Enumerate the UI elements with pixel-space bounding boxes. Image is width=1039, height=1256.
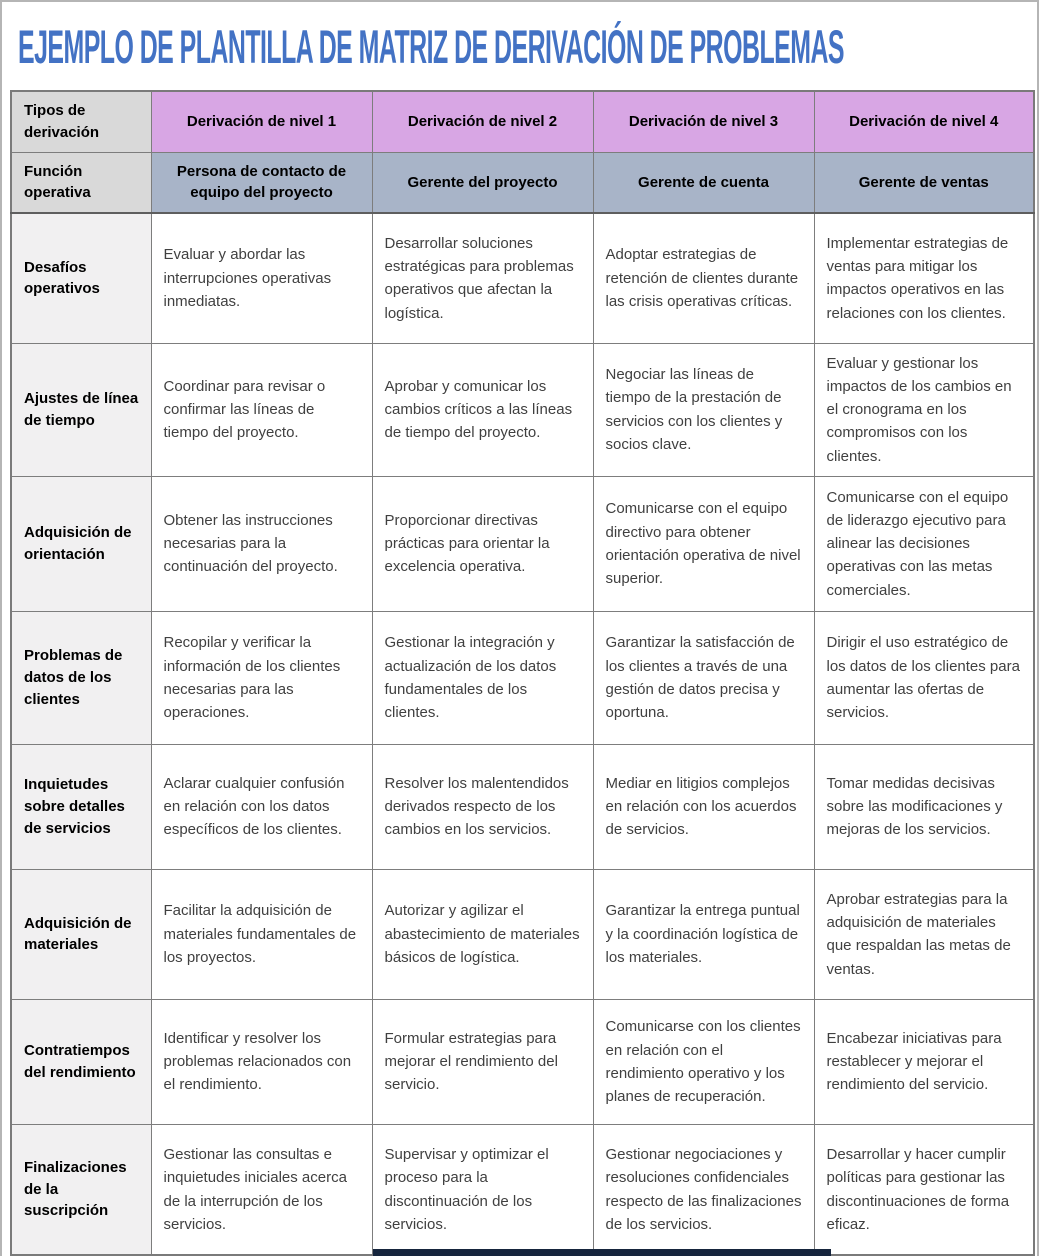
role-header-4: Gerente de ventas bbox=[814, 152, 1034, 213]
role-header-2: Gerente del proyecto bbox=[372, 152, 593, 213]
row-header-ajustes-linea-tiempo: Ajustes de línea de tiempo bbox=[11, 343, 151, 476]
table-row bbox=[11, 611, 1034, 744]
row-header-adquisicion-orientacion: Adquisición de orientación bbox=[11, 476, 151, 611]
matrix-cell: Aprobar y comunicar los cambios críticos a las líneas de tiempo del proyecto. bbox=[372, 343, 593, 476]
matrix-cell: Evaluar y gestionar los impactos de los cambios en el cronograma en los compromisos con los clientes. bbox=[814, 343, 1034, 476]
table-row bbox=[11, 744, 1034, 869]
matrix-cell: Comunicarse con los clientes en relación con el rendimiento operativo y los planes de recuperación. bbox=[593, 999, 814, 1124]
matrix-cell: Facilitar la adquisición de materiales fundamentales de los proyectos. bbox=[151, 869, 372, 999]
matrix-cell: Desarrollar y hacer cumplir políticas para gestionar las discontinuaciones de forma eficaz. bbox=[814, 1124, 1034, 1255]
matrix-cell: Recopilar y verificar la información de los clientes necesarias para las operaciones. bbox=[151, 611, 372, 744]
matrix-cell: Evaluar y abordar las interrupciones operativas inmediatas. bbox=[151, 213, 372, 343]
matrix-cell: Identificar y resolver los problemas relacionados con el rendimiento. bbox=[151, 999, 372, 1124]
table-row bbox=[11, 869, 1034, 999]
matrix-cell: Supervisar y optimizar el proceso para la discontinuación de los servicios. bbox=[372, 1124, 593, 1255]
matrix-cell: Formular estrategias para mejorar el rendimiento del servicio. bbox=[372, 999, 593, 1124]
level-header-2: Derivación de nivel 2 bbox=[372, 91, 593, 152]
matrix-cell: Gestionar negociaciones y resoluciones confidenciales respecto de las finalizaciones de los servicios. bbox=[593, 1124, 814, 1255]
table-row bbox=[11, 999, 1034, 1124]
corner-header-function: Función operativa bbox=[11, 152, 151, 213]
role-header-row bbox=[11, 152, 1034, 213]
escalation-matrix-table bbox=[10, 90, 1035, 1256]
role-header-1: Persona de contacto de equipo del proyecto bbox=[151, 152, 372, 213]
table-row bbox=[11, 476, 1034, 611]
matrix-cell: Gestionar la integración y actualización de los datos fundamentales de los clientes. bbox=[372, 611, 593, 744]
matrix-cell: Aclarar cualquier confusión en relación con los datos específicos de los clientes. bbox=[151, 744, 372, 869]
matrix-cell: Dirigir el uso estratégico de los datos de los clientes para aumentar las ofertas de servicios. bbox=[814, 611, 1034, 744]
page-title: EJEMPLO DE PLANTILLA DE MATRIZ DE DERIVACIÓN DE PROBLEMAS bbox=[18, 20, 844, 73]
corner-header-types: Tipos de derivación bbox=[11, 91, 151, 152]
matrix-cell: Comunicarse con el equipo de liderazgo ejecutivo para alinear las decisiones operativas con las metas comerciales. bbox=[814, 476, 1034, 611]
level-header-4: Derivación de nivel 4 bbox=[814, 91, 1034, 152]
matrix-cell: Mediar en litigios complejos en relación con los acuerdos de servicios. bbox=[593, 744, 814, 869]
matrix-cell: Aprobar estrategias para la adquisición de materiales que respaldan las metas de ventas. bbox=[814, 869, 1034, 999]
matrix-cell: Gestionar las consultas e inquietudes iniciales acerca de la interrupción de los servicios. bbox=[151, 1124, 372, 1255]
row-header-adquisicion-materiales: Adquisición de materiales bbox=[11, 869, 151, 999]
row-header-contratiempos-rendimiento: Contratiempos del rendimiento bbox=[11, 999, 151, 1124]
level-header-3: Derivación de nivel 3 bbox=[593, 91, 814, 152]
row-header-problemas-datos-clientes: Problemas de datos de los clientes bbox=[11, 611, 151, 744]
matrix-cell: Obtener las instrucciones necesarias para la continuación del proyecto. bbox=[151, 476, 372, 611]
matrix-cell: Implementar estrategias de ventas para mitigar los impactos operativos en las relaciones con los clientes. bbox=[814, 213, 1034, 343]
matrix-cell: Garantizar la entrega puntual y la coordinación logística de los materiales. bbox=[593, 869, 814, 999]
table-row bbox=[11, 213, 1034, 343]
matrix-cell: Negociar las líneas de tiempo de la prestación de servicios con los clientes y socios clave. bbox=[593, 343, 814, 476]
row-header-inquietudes-detalles-servicios: Inquietudes sobre detalles de servicios bbox=[11, 744, 151, 869]
matrix-cell: Desarrollar soluciones estratégicas para problemas operativos que afectan la logística. bbox=[372, 213, 593, 343]
matrix-cell: Tomar medidas decisivas sobre las modificaciones y mejoras de los servicios. bbox=[814, 744, 1034, 869]
matrix-cell: Adoptar estrategias de retención de clientes durante las crisis operativas críticas. bbox=[593, 213, 814, 343]
table-row bbox=[11, 1124, 1034, 1255]
matrix-cell: Coordinar para revisar o confirmar las líneas de tiempo del proyecto. bbox=[151, 343, 372, 476]
row-header-desafios-operativos: Desafíos operativos bbox=[11, 213, 151, 343]
matrix-cell: Encabezar iniciativas para restablecer y mejorar el rendimiento del servicio. bbox=[814, 999, 1034, 1124]
matrix-cell: Comunicarse con el equipo directivo para obtener orientación operativa de nivel superior. bbox=[593, 476, 814, 611]
level-header-1: Derivación de nivel 1 bbox=[151, 91, 372, 152]
matrix-cell: Autorizar y agilizar el abastecimiento de materiales básicos de logística. bbox=[372, 869, 593, 999]
table-row bbox=[11, 343, 1034, 476]
matrix-cell: Garantizar la satisfacción de los clientes a través de una gestión de datos precisa y oportuna. bbox=[593, 611, 814, 744]
cutoff-next-section-bar bbox=[373, 1249, 831, 1256]
matrix-cell: Resolver los malentendidos derivados respecto de los cambios en los servicios. bbox=[372, 744, 593, 869]
level-header-row bbox=[11, 91, 1034, 152]
row-header-finalizaciones-suscripcion: Finalizaciones de la suscripción bbox=[11, 1124, 151, 1255]
matrix-cell: Proporcionar directivas prácticas para orientar la excelencia operativa. bbox=[372, 476, 593, 611]
role-header-3: Gerente de cuenta bbox=[593, 152, 814, 213]
